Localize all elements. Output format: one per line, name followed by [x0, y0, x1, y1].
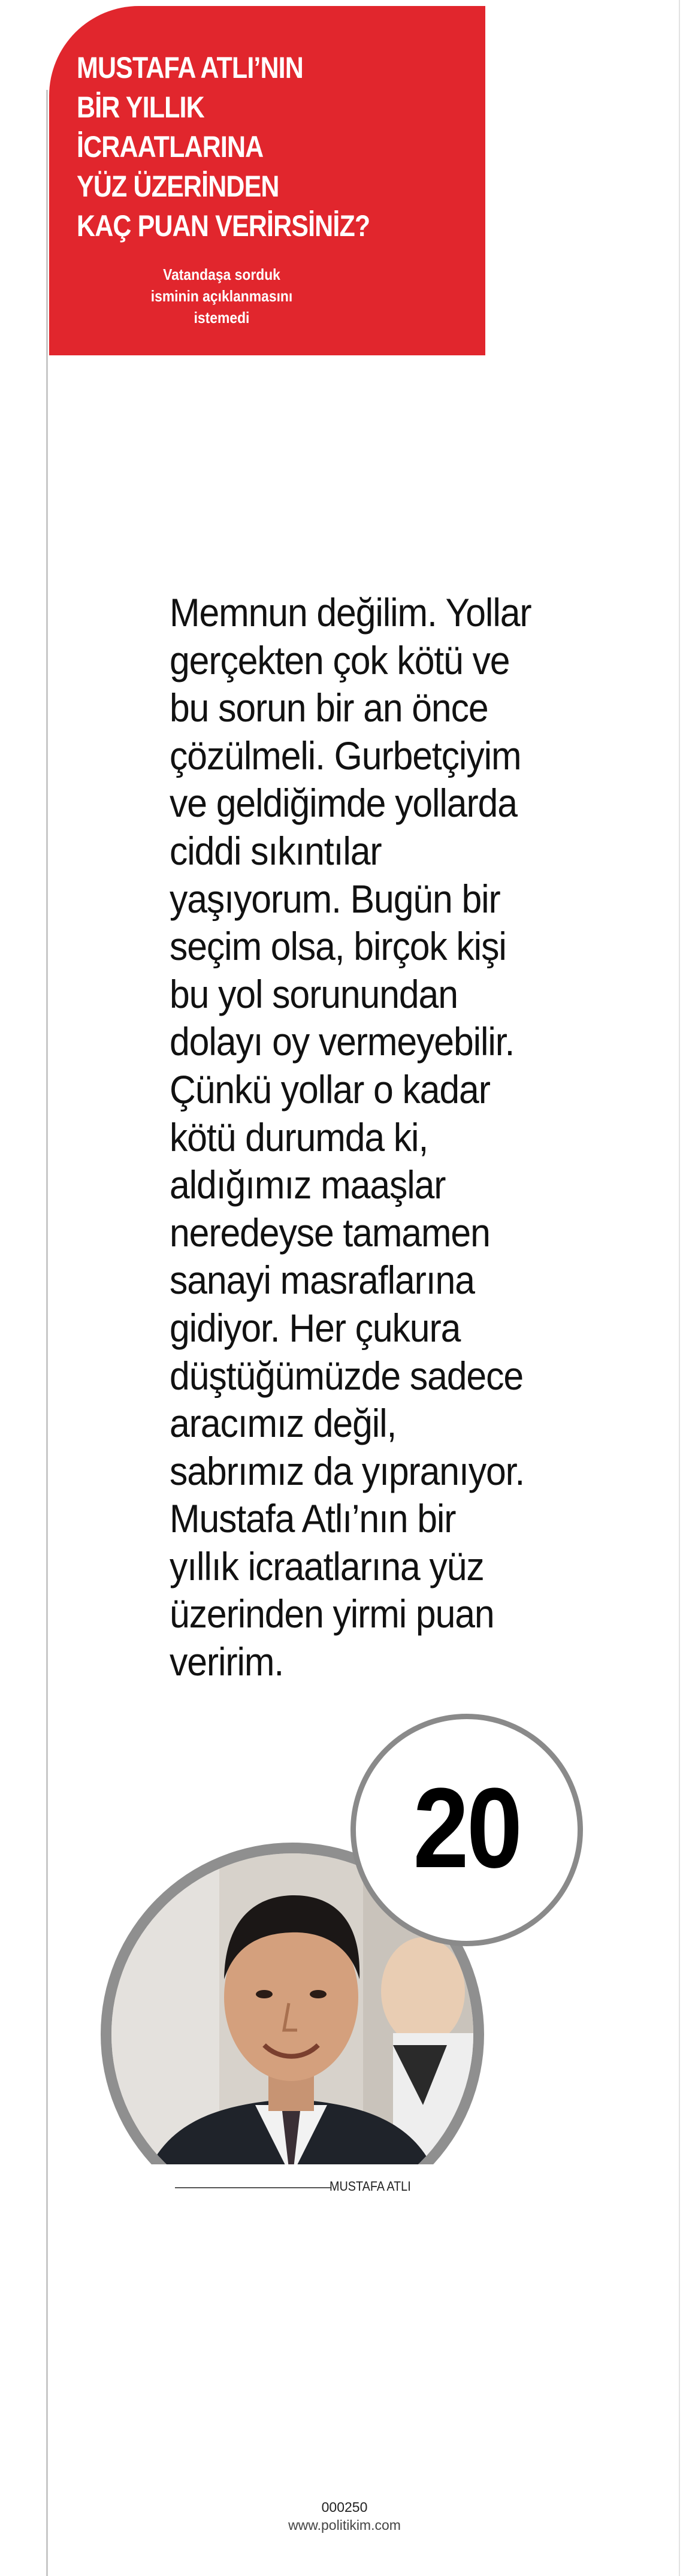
portrait-bottom-mask: [72, 2164, 527, 2248]
header-subtitle: Vatandaşa sorduk isminin açıklanmasını istemedi: [150, 265, 293, 327]
page-number: 000250: [321, 2499, 368, 2515]
headline: MUSTAFA ATLI’NIN BİR YILLIK İCRAATLARINA YÜZ ÜZERİNDEN KAÇ PUAN VERİRSİNİZ?: [77, 51, 370, 243]
score-badge: [350, 1714, 583, 1946]
website-url: www.politikim.com: [288, 2517, 401, 2533]
caption-rule: [175, 2187, 331, 2188]
page-edge-right: [679, 0, 680, 2576]
photo-caption: MUSTAFA ATLI: [330, 2179, 411, 2194]
citizen-quote: Memnun değilim. Yollar gerçekten çok kötü ve bu sorun bir an önce çözülmeli. Gurbetçiyim ve geldiğimde yollarda ciddi sıkıntılar yaşıyorum. Bugün bir seçim olsa, birçok kişi bu yol sorunundan dolayı oy vermeyebilir. Çünkü yollar o kadar kötü durumda ki, aldığımız maaşlar neredeyse tamamen sanayi masraflarına gidiyor. Her çukura düştüğümüzde sadece aracımız değil, sabrımız da yıpranıyor. Mustafa Atlı’nın bir yıllık icraatlarına yüz üzerinden yirmi puan veririm.: [170, 590, 531, 1684]
page-edge-left: [46, 90, 48, 2576]
score-value: 20: [413, 1765, 521, 1892]
